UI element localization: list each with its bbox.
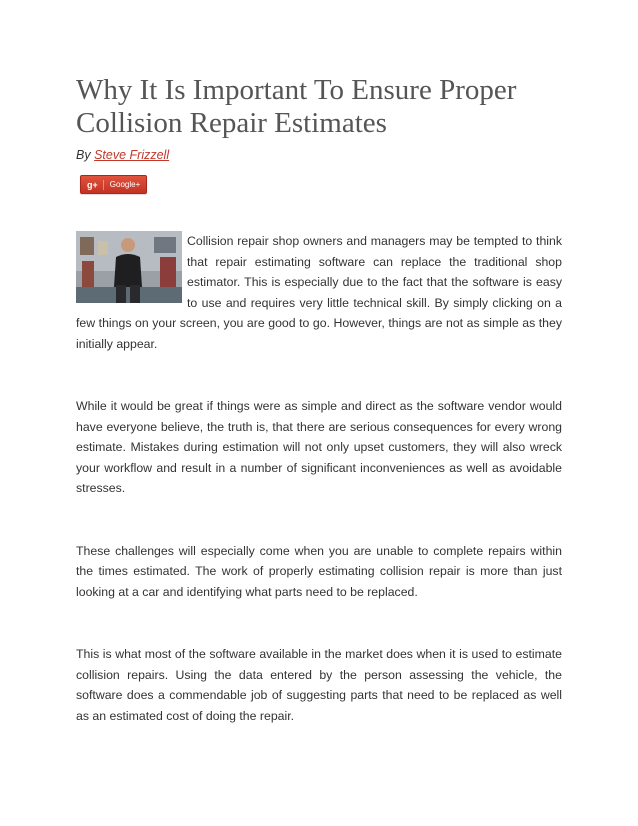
author-photo-image [76,231,182,303]
google-plus-label: Google+ [109,180,141,189]
google-plus-icon: g+ [87,180,104,190]
intro-block [76,231,562,354]
byline-prefix: By [76,148,91,162]
article [76,74,562,726]
paragraph: These challenges will especially come when you are unable to complete repairs within the times estimated. The work of properly estimating collision repair is more than just looking at a car and identifying what parts need to be replaced. [76,543,562,599]
paragraph: While it would be great if things were as simple and direct as the software vendor would have everyone believe, the truth is, that there are serious consequences for every wrong estimate. Mistakes during estimation will not only upset customers, they will also wreck your workflow and result in a number of significant inconveniences as well as avoidable stresses. [76,399,562,495]
article-title: Why It Is Important To Ensure Proper Collision Repair Estimates [76,74,517,139]
byline [76,148,562,162]
author-photo [76,231,182,303]
paragraph: This is what most of the software available in the market does when it is used to estimate collision repairs. Using the data entered by the person assessing the vehicle, the software does a commendable job of suggesting parts that need to be replaced as well as an estimated cost of doing the repair. [76,647,562,723]
google-plus-button[interactable] [80,175,147,194]
author-link[interactable]: Steve Frizzell [94,148,170,162]
paragraph: Collision repair shop owners and managers may be tempted to think that repair estimating software can replace the traditional shop estimator. This is especially due to the fact that the software is easy to use and requires very little technical skill. By simply clicking on a few things on your screen, you are good to go. However, things are not as simple as they initially appear. [76,234,562,351]
